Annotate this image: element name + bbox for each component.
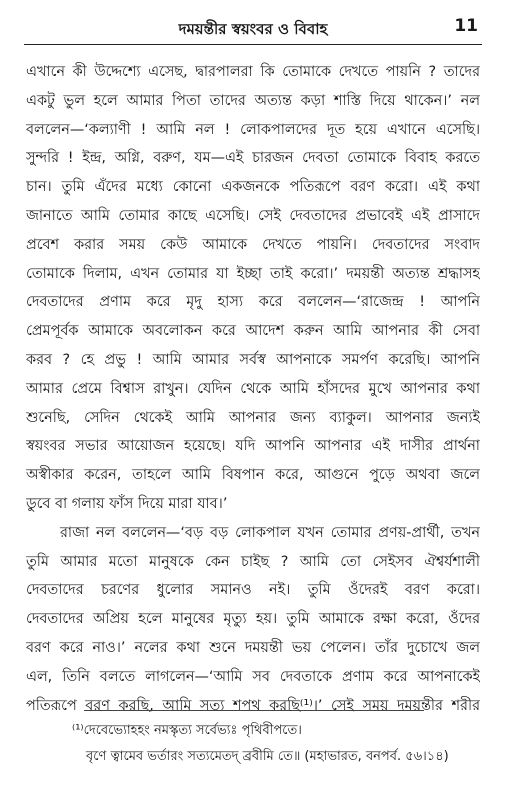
- footnote-rule: [84, 710, 424, 711]
- page-number: 11: [454, 16, 478, 36]
- footnote-line: ⁽¹⁾দেবেভ্যোহহং নমস্কৃত্য সর্বেভ্যঃ পৃথিবীপতে।: [72, 723, 302, 738]
- text-line: করব ? হে প্রভু ! আমি আমার সর্বস্ব আপনাকে সমর্পণ করেছি। আপনি: [26, 351, 480, 368]
- text-line: জানাতে আমি তোমার কাছে এসেছি। সেই দেবতাদের প্রভাবেই এই প্রাসাদে: [26, 207, 480, 224]
- text-line: পতিরূপে বরণ করছি, আমি সত্য শপথ করছি⁽¹⁾।’ সেই সময় দময়ন্তীর শরীর: [26, 697, 480, 714]
- text-line: প্রেমপূর্বক আমাকে অবলোকন করে আদেশ করুন আমি আপনার কী সেবা: [26, 323, 480, 340]
- running-header: [24, 14, 482, 40]
- text-line: শুনেছি, সেদিন থেকেই আমি আপনার জন্য ব্যাকুল। আপনার জন্যই: [26, 409, 480, 426]
- text-line: আমার প্রেমে বিশ্বাস রাখুন। যেদিন থেকে আমি হাঁসদের মুখে আপনার কথা: [26, 380, 480, 397]
- text-line: অস্বীকার করেন, তাহলে আমি বিষপান করে, আগুনে পুড়ে অথবা জলে: [26, 467, 480, 484]
- text-line: চান। তুমি এঁদের মধ্যে কোনো একজনকে পতিরূপে বরণ করো। এই কথা: [26, 179, 480, 196]
- text-line: প্রবেশ করার সময় কেউ আমাকে দেখতে পায়নি। দেবতাদের সংবাদ: [26, 236, 480, 253]
- text-line: দেবতাদের অপ্রিয় হলে মানুষের মৃত্যু হয়। তুমি আমাকে রক্ষা করো, ওঁদের: [26, 611, 480, 628]
- text-line: ডুবে বা গলায় ফাঁস দিয়ে মারা যাব।’: [26, 495, 228, 512]
- text-line: বরণ করে নাও।’ নলের কথা শুনে দময়ন্তী ভয় পেলেন। তাঁর দুচোখে জল: [26, 639, 480, 656]
- text-line: দেবতাদের চরণের ধুলোর সমানও নই। তুমি ওঁদেরই বরণ করো।: [26, 582, 480, 599]
- footnotes: [72, 718, 486, 770]
- footnote-line: বৃণে ত্বামেব ভর্তারং সত্যমেতদ্ ব্রবীমি তে॥ (মহাভারত, বনপর্ব. ৫৬।১৪): [86, 749, 449, 764]
- text-line: বললেন—‘কল্যাণী ! আমি নল ! লোকপালদের দূত হয়ে এখানে এসেছি।: [26, 121, 480, 138]
- body-text: [26, 58, 480, 720]
- text-line: রাজা নল বললেন—‘বড় বড় লোকপাল যখন তোমার প্রণয়-প্রার্থী, তখন: [60, 524, 480, 541]
- header-rule: [24, 44, 482, 45]
- text-line: এল, তিনি বলতে লাগলেন—‘আমি সব দেবতাকে প্রণাম করে আপনাকেই: [26, 668, 480, 685]
- text-line: স্বয়ংবর সভার আয়োজন হয়েছে। যদি আপনি আপনার এই দাসীর প্রার্থনা: [26, 438, 480, 455]
- text-line: তুমি আমার মতো মানুষকে কেন চাইছ ? আমি তো সেইসব ঐশ্বর্যশালী: [26, 553, 480, 570]
- text-line: তোমাকে দিলাম, এখন তোমার যা ইচ্ছা তাই করো।’ দময়ন্তী অত্যন্ত শ্রদ্ধাসহ: [26, 265, 480, 282]
- text-line: দেবতাদের প্রণাম করে মৃদু হাস্য করে বললেন—‘রাজেন্দ্র ! আপনি: [26, 294, 480, 311]
- text-line: এখানে কী উদ্দেশ্যে এসেছ, দ্বারপালরা কি তোমাকে দেখতে পায়নি ? তাদের: [26, 64, 480, 80]
- text-line: একটু ভুল হলে আমার পিতা তাদের অত্যন্ত কড়া শাস্তি দিয়ে থাকেন।’ নল: [26, 92, 480, 109]
- chapter-title: দময়ন্তীর স্বয়ংবর ও বিবাহ: [178, 20, 328, 38]
- text-line: সুন্দরি ! ইন্দ্র, অগ্নি, বরুণ, যম—এই চারজন দেবতা তোমাকে বিবাহ করতে: [26, 150, 480, 167]
